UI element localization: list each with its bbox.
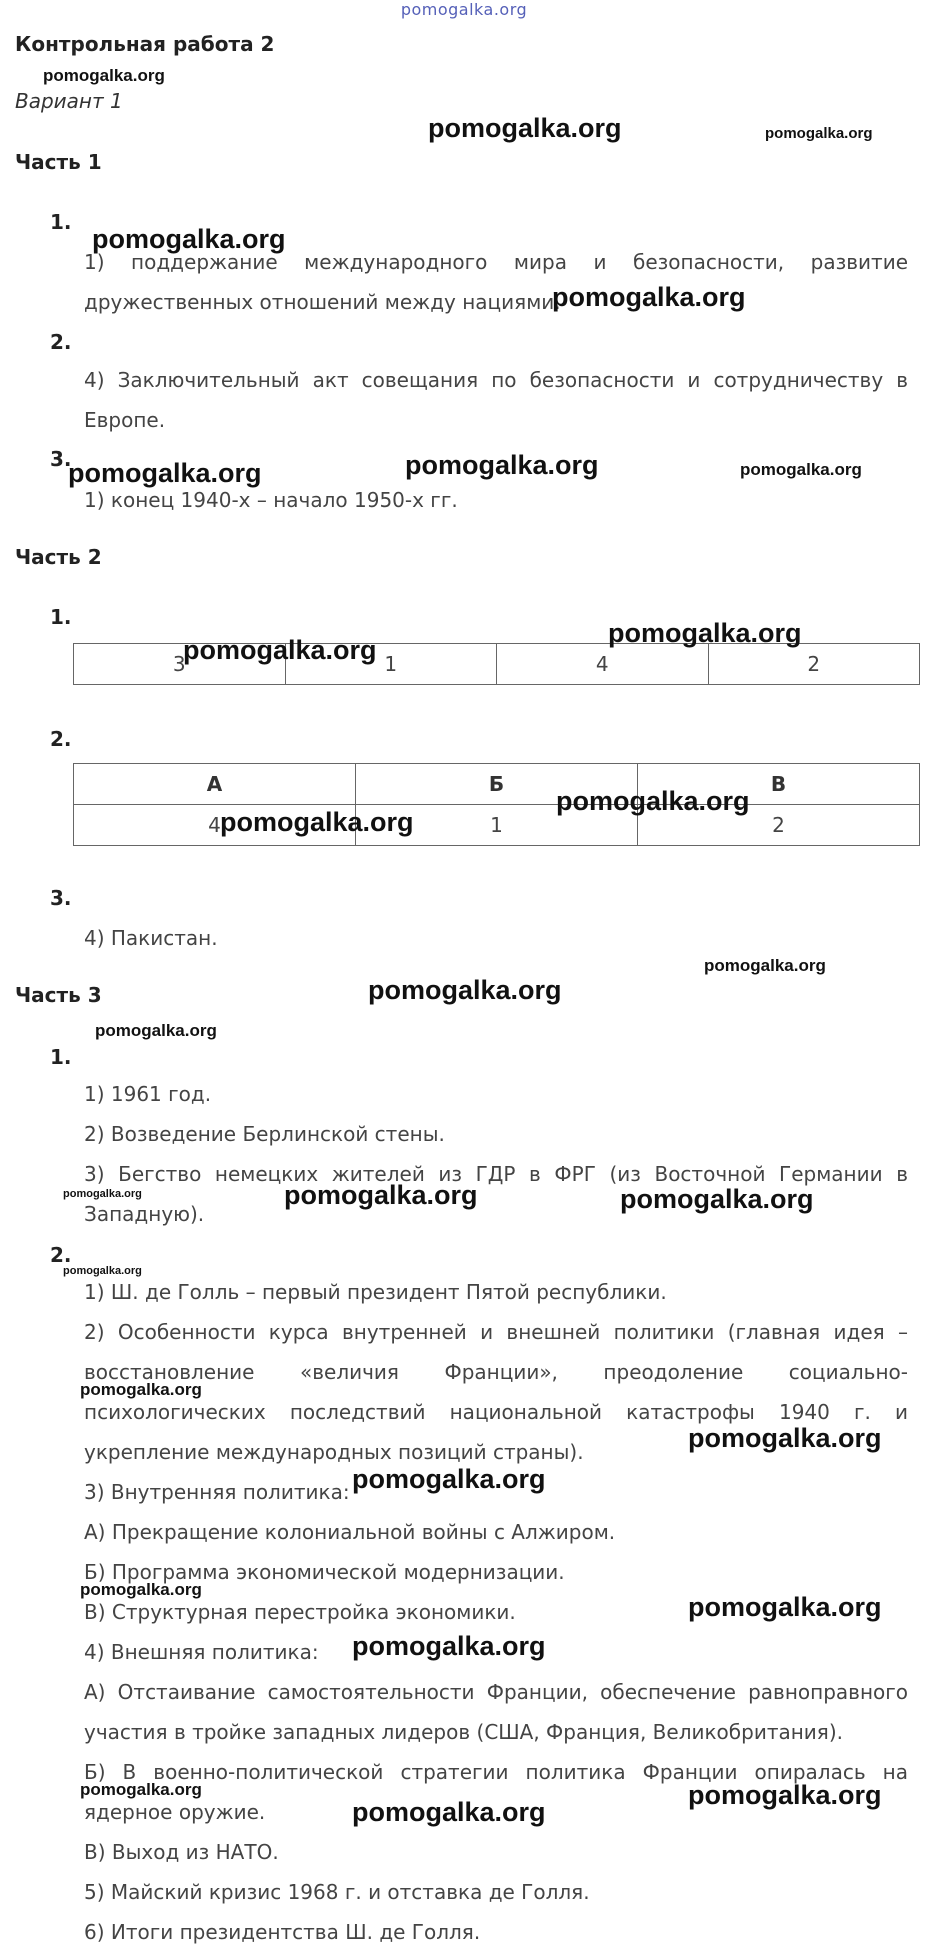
part1-q2-answer: 4) Заключительный акт совещания по безопасности и сотрудничеству в Европе. — [84, 368, 908, 432]
watermark: pomogalka.org — [405, 450, 599, 480]
watermark: pomogalka.org — [688, 1780, 882, 1810]
part3-q2-line: 5) Майский кризис 1968 г. и отставка де Голля. — [84, 1880, 590, 1904]
watermark: pomogalka.org — [284, 1180, 478, 1210]
watermark: pomogalka.org — [352, 1464, 546, 1494]
watermark: pomogalka.org — [765, 125, 873, 142]
table-header-cell: Б — [356, 764, 638, 805]
part2-heading: Часть 2 — [15, 545, 102, 569]
watermark: pomogalka.org — [220, 807, 414, 837]
watermark: pomogalka.org — [43, 66, 165, 85]
watermark: pomogalka.org — [352, 1797, 546, 1827]
watermark: pomogalka.org — [68, 458, 262, 488]
table-header-cell: В — [638, 764, 920, 805]
part3-q2-number: 2. — [50, 1243, 72, 1267]
part2-q3-answer: 4) Пакистан. — [84, 926, 218, 950]
watermark: pomogalka.org — [80, 1380, 202, 1399]
watermark: pomogalka.org — [63, 1188, 142, 1200]
part3-q2-line: 3) Внутренняя политика: — [84, 1480, 350, 1504]
part3-q2-line: 4) Внешняя политика: — [84, 1640, 319, 1664]
part1-q1-answer: 1) поддержание международного мира и безопасности, развитие дружественных отношений между нациями. — [84, 250, 908, 314]
watermark: pomogalka.org — [704, 956, 826, 975]
watermark: pomogalka.org — [368, 975, 562, 1005]
page-title: Контрольная работа 2 — [15, 32, 275, 56]
table-cell: 1 — [285, 644, 497, 685]
part3-q2-line: А) Отстаивание самостоятельности Франции, обеспечение равноправного участия в тройке западных лидеров (США, Франция, Великобритания). — [84, 1680, 908, 1744]
part1-q2-number: 2. — [50, 330, 72, 354]
watermark: pomogalka.org — [608, 618, 802, 648]
part2-q2-table — [73, 763, 920, 846]
part3-q2-line: 1) Ш. де Голль – первый президент Пятой республики. — [84, 1280, 667, 1304]
part3-q1-line: 2) Возведение Берлинской стены. — [84, 1122, 445, 1146]
part2-q1-number: 1. — [50, 605, 72, 629]
table-cell: 1 — [356, 805, 638, 846]
part2-q2-number: 2. — [50, 727, 72, 751]
table-cell: 2 — [708, 644, 920, 685]
part3-q2-line: 6) Итоги президентства Ш. де Голля. — [84, 1920, 481, 1944]
watermark: pomogalka.org — [620, 1184, 814, 1214]
table-cell: 2 — [638, 805, 920, 846]
watermark: pomogalka.org — [95, 1021, 217, 1040]
watermark: pomogalka.org — [63, 1265, 142, 1277]
watermark: pomogalka.org — [183, 635, 377, 665]
part3-q2-line: Б) В военно-политической стратегии политика Франции опиралась на ядерное оружие. — [84, 1760, 908, 1824]
part3-q2-line: В) Структурная перестройка экономики. — [84, 1600, 516, 1624]
watermark: pomogalka.org — [688, 1423, 882, 1453]
watermark: pomogalka.org — [552, 282, 746, 312]
part3-heading: Часть 3 — [15, 983, 102, 1007]
part1-q3-number: 3. — [50, 447, 72, 471]
part1-heading: Часть 1 — [15, 150, 102, 174]
watermark: pomogalka.org — [92, 224, 286, 254]
watermark: pomogalka.org — [352, 1631, 546, 1661]
watermark: pomogalka.org — [688, 1592, 882, 1622]
watermark: pomogalka.org — [428, 113, 622, 143]
part3-q2-line: А) Прекращение колониальной войны с Алжиром. — [84, 1520, 616, 1544]
site-banner: pomogalka.org — [400, 0, 528, 19]
table-cell: 4 — [497, 644, 709, 685]
table-header-row — [74, 764, 920, 805]
table-header-cell: А — [74, 764, 356, 805]
part3-q1-line: 3) Бегство немецких жителей из ГДР в ФРГ (из Восточной Германии в Западную). — [84, 1162, 908, 1226]
table-cell: 3 — [74, 644, 286, 685]
watermark: pomogalka.org — [556, 786, 750, 816]
watermark: pomogalka.org — [80, 1780, 202, 1799]
part3-q2-line: В) Выход из НАТО. — [84, 1840, 279, 1864]
watermark: pomogalka.org — [80, 1580, 202, 1599]
part1-q1-number: 1. — [50, 210, 72, 234]
part2-q3-number: 3. — [50, 886, 72, 910]
part3-q1-number: 1. — [50, 1045, 72, 1069]
table-row — [74, 805, 920, 846]
part3-q1-line: 1) 1961 год. — [84, 1082, 212, 1106]
table-cell: 4 — [74, 805, 356, 846]
variant-label: Вариант 1 — [15, 89, 123, 113]
part1-q3-answer: 1) конец 1940-х – начало 1950-х гг. — [84, 488, 458, 512]
part3-q2-line: 2) Особенности курса внутренней и внешней политики (главная идея – восстановление «величия Франции», преодоление социально-психологических последствий национальной катастрофы 1940 г. и укрепление международных позиций страны). — [84, 1320, 908, 1464]
watermark: pomogalka.org — [740, 460, 862, 479]
part3-q2-line: Б) Программа экономической модернизации. — [84, 1560, 565, 1584]
